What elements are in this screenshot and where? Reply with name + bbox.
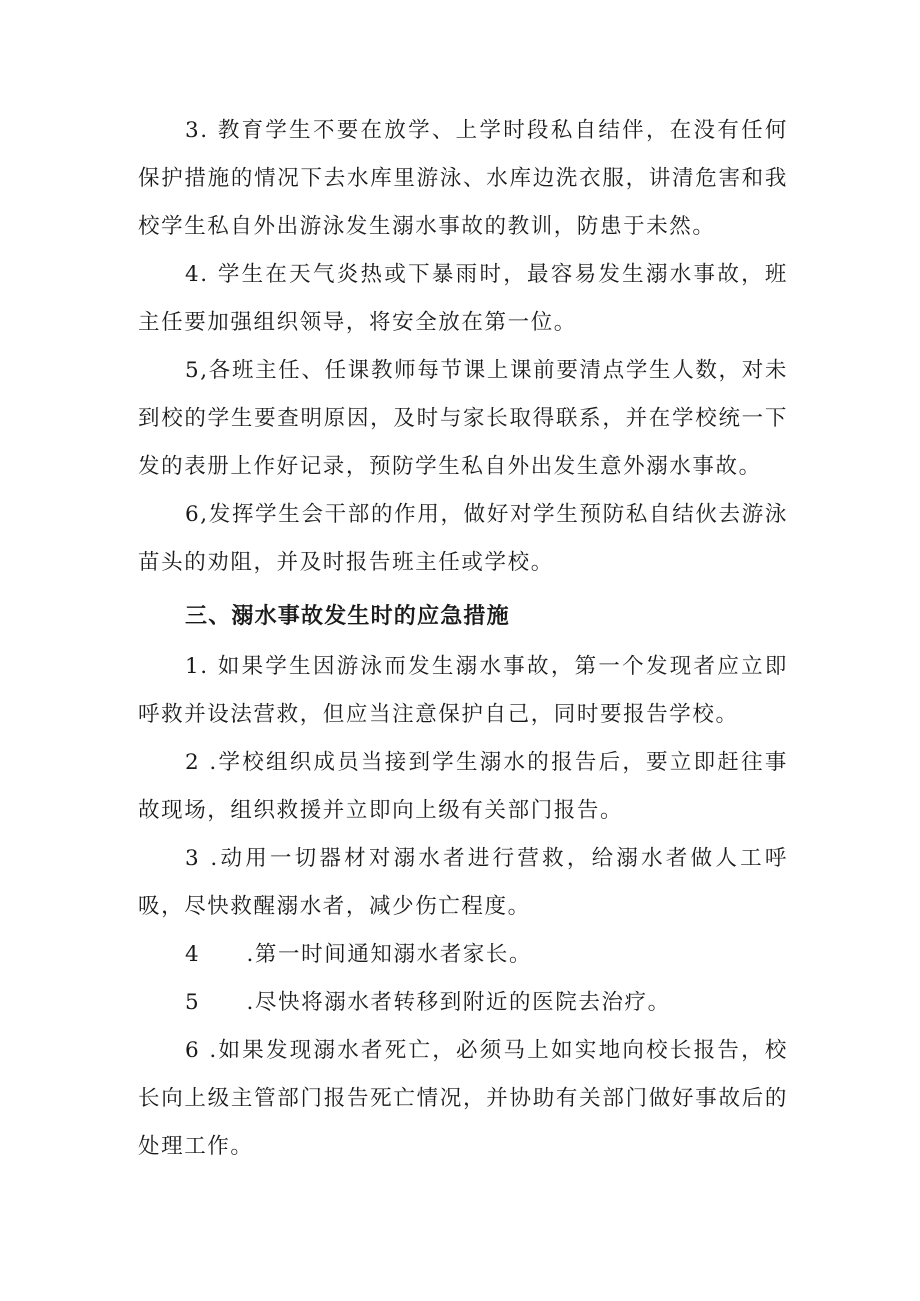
measure-item-2: 2 .学校组织成员当接到学生溺水的报告后，要立即赶往事故现场，组织救援并立即向上级有关部门报告。 bbox=[138, 750, 788, 823]
measure-item-3: 3 .动用一切器材对溺水者进行营救，给溺水者做人工呼吸，尽快救醒溺水者，减少伤亡程度。 bbox=[138, 846, 788, 919]
measure-item-1: 1. 如果学生因游泳而发生溺水事故，第一个发现者应立即呼救并设法营救，但应当注意保护自己，同时要报告学校。 bbox=[138, 654, 788, 727]
paragraph-item-4: 4. 学生在天气炎热或下暴雨时，最容易发生溺水事故，班主任要加强组织领导，将安全放在第一位。 bbox=[138, 262, 788, 335]
measure-item-5: 5 .尽快将溺水者转移到附近的医院去治疗。 bbox=[185, 990, 671, 1015]
section-heading: 三、溺水事故发生时的应急措施 bbox=[185, 604, 510, 629]
paragraph-item-6: 6,发挥学生会干部的作用，做好对学生预防私自结伙去游泳苗头的劝阻，并及时报告班主任或学校。 bbox=[138, 502, 788, 575]
measure-item-6: 6 .如果发现溺水者死亡，必须马上如实地向校长报告，校长向上级主管部门报告死亡情况，并协助有关部门做好事故后的处理工作。 bbox=[138, 1038, 788, 1159]
measure-item-4: 4 .第一时间通知溺水者家长。 bbox=[185, 942, 533, 967]
paragraph-item-5: 5,各班主任、任课教师每节课上课前要清点学生人数，对未到校的学生要查明原因，及时与家长取得联系，并在学校统一下发的表册上作好记录，预防学生私自外出发生意外溺水事故。 bbox=[138, 358, 788, 479]
paragraph-item-3: 3. 教育学生不要在放学、上学时段私自结伴，在没有任何保护措施的情况下去水库里游泳、水库边洗衣服，讲清危害和我校学生私自外出游泳发生溺水事故的教训，防患于未然。 bbox=[138, 118, 788, 239]
